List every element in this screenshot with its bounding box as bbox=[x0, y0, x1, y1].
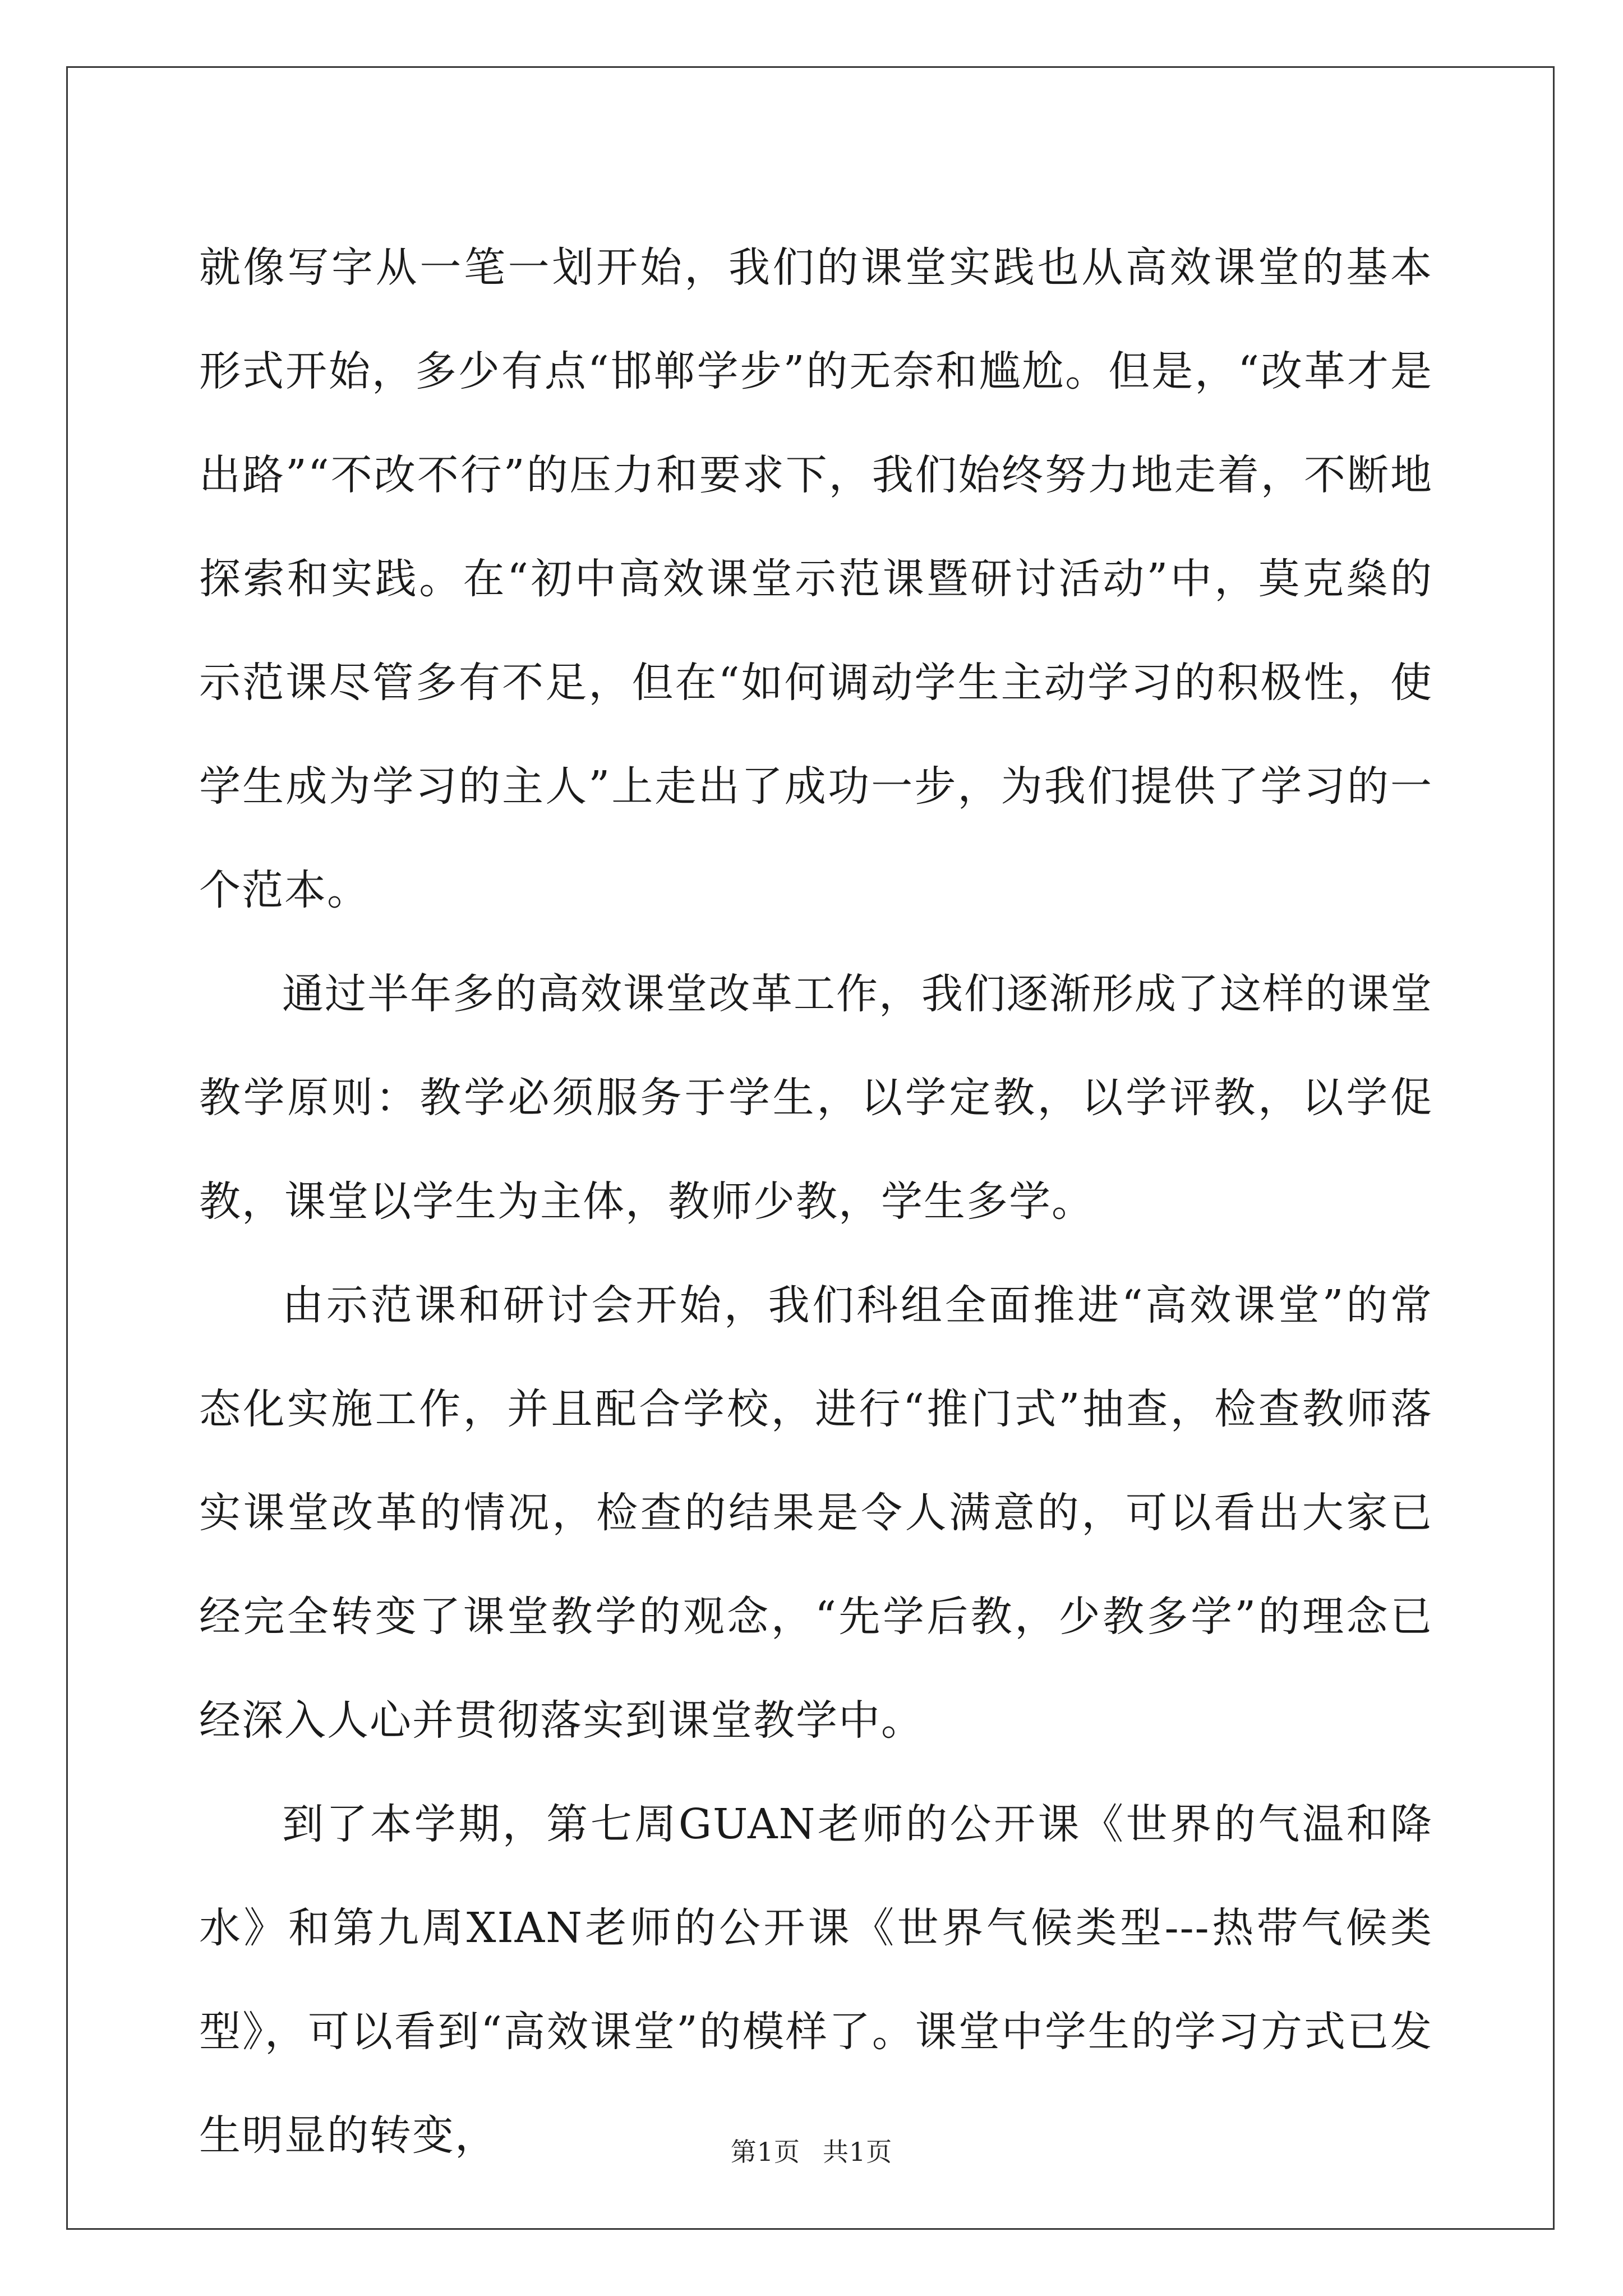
paragraph-4: 到了本学期，第七周GUAN老师的公开课《世界的气温和降水》和第九周XIAN老师的公开课《世界气候类型---热带气候类型》，可以看到“高效课堂”的模样了。课堂中学生的学习方式已发生明显的转变， bbox=[199, 1800, 1433, 2160]
paragraph-1: 就像写字从一笔一划开始，我们的课堂实践也从高效课堂的基本形式开始，多少有点“邯郸学步”的无奈和尴尬。但是，“改革才是出路”“不改不行”的压力和要求下，我们始终努力地走着，不断地探索和实践。在“初中高效课堂示范课暨研讨活动”中，莫克燊的示范课尽管多有不足，但在“如何调动学生主动学习的积极性，使学生成为学习的主人”上走出了成功一步，为我们提供了学习的一个范本。 bbox=[199, 243, 1433, 914]
page-footer bbox=[0, 2132, 1623, 2169]
page-number: 第1页 bbox=[730, 2137, 800, 2167]
paragraph-2: 通过半年多的高效课堂改革工作，我们逐渐形成了这样的课堂教学原则：教学必须服务于学生，以学定教，以学评教，以学促教，课堂以学生为主体，教师少教，学生多学。 bbox=[199, 970, 1433, 1226]
document-body bbox=[199, 216, 1433, 2188]
paragraph-3: 由示范课和研讨会开始，我们科组全面推进“高效课堂”的常态化实施工作，并且配合学校，进行“推门式”抽查，检查教师落实课堂改革的情况，检查的结果是令人满意的，可以看出大家已经完全转变了课堂教学的观念，“先学后教，少教多学”的理念已经深入人心并贯彻落实到课堂教学中。 bbox=[199, 1281, 1433, 1745]
page-total: 共1页 bbox=[823, 2137, 893, 2167]
